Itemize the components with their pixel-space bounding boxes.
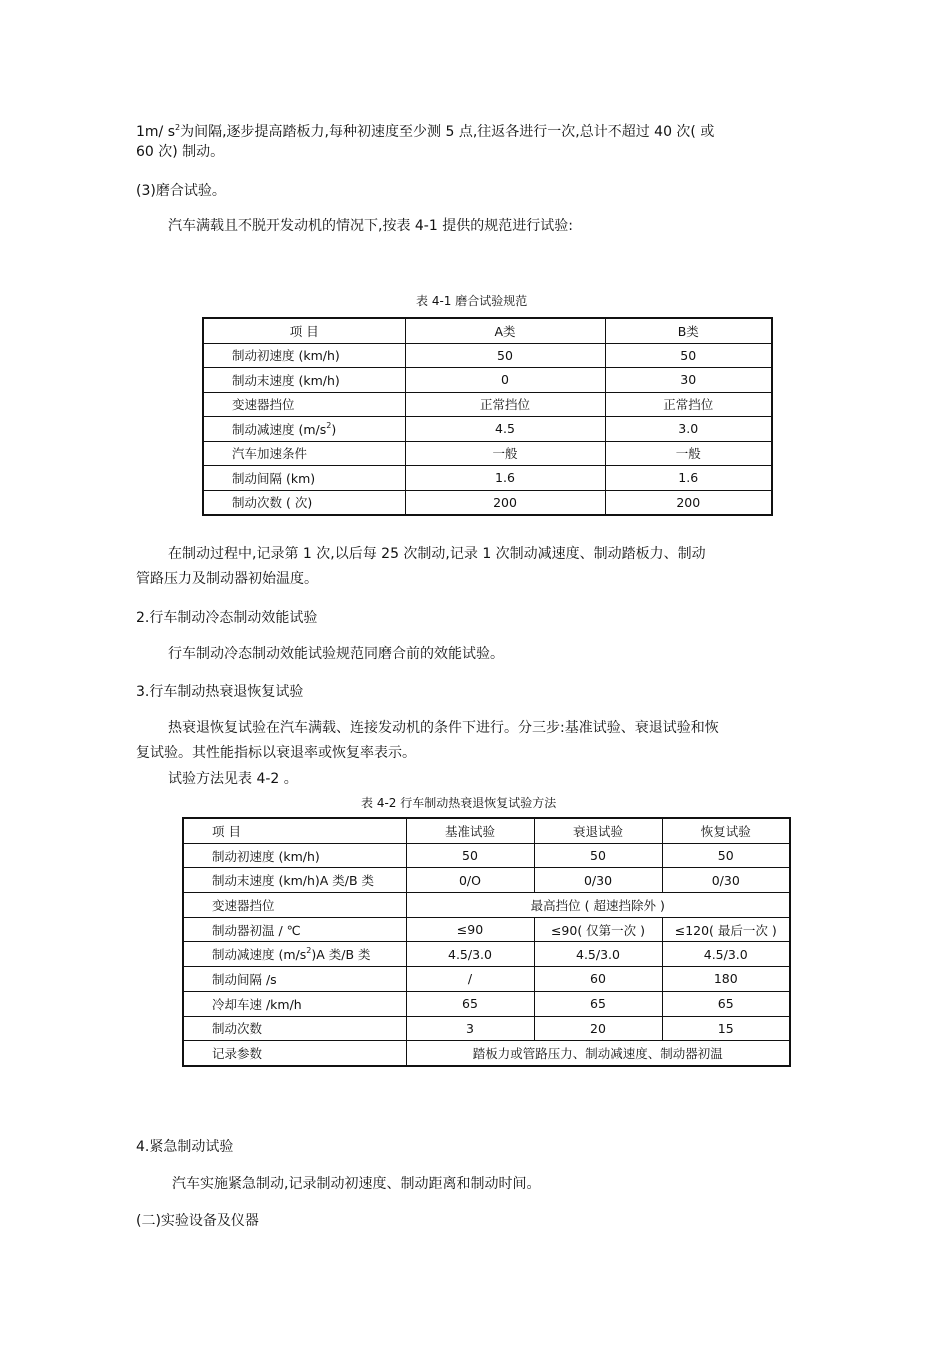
heading-4-emergency: 4.紧急制动试验 [136,1139,234,1155]
table1-cell-b: 一般 [605,441,772,466]
table1-cell-a: 正常挡位 [405,392,605,417]
table1-header-a: A类 [405,318,605,343]
table2-cell: 20 [534,1016,662,1041]
para5-line3: 试验方法见表 4-2 。 [168,771,298,787]
table2-cell: 50 [534,843,662,868]
table2-label: 制动间隔 /s [183,967,406,992]
table2-cell: 3 [406,1016,534,1041]
table2-cell: 65 [662,991,790,1016]
table2-label: 制动减速度 $(m/s^2)A$ 类/B 类 [183,942,406,967]
table2-label: 制动器初温 / ℃ [183,917,406,942]
heading-2-cold-test: 2.行车制动冷态制动效能试验 [136,610,318,626]
table2-merged-cell: 最高挡位 ( 超速挡除外 ) [406,893,790,918]
table2-cell: 50 [406,843,534,868]
table-row [183,1016,790,1041]
table2-merged-cell: 踏板力或管路压力、制动减速度、制动器初温 [406,1041,790,1066]
table2-cell: 4.5/3.0 [534,942,662,967]
table-row [203,466,772,491]
table1-cell-b: 1.6 [605,466,772,491]
table1-label: 制动末速度 (km/h) [203,368,405,393]
table2-header-fade: 衰退试验 [534,818,662,843]
table1-label: 制动间隔 (km) [203,466,405,491]
table2 [182,817,791,1067]
table1-cell-a: 0 [405,368,605,393]
para5-line2: 复试验。其性能指标以衰退率或恢复率表示。 [136,745,416,761]
table-row [203,441,772,466]
table-row [183,991,790,1016]
table2-cell: 65 [534,991,662,1016]
table1-header-item: 项 目 [203,318,405,343]
para3-line2: 管路压力及制动器初始温度。 [136,571,318,587]
para5-line1: 热衰退恢复试验在汽车满载、连接发动机的条件下进行。分三步:基准试验、衰退试验和恢 [168,720,719,736]
table-row [183,967,790,992]
table2-cell: ≤90( 仅第一次 ) [534,917,662,942]
table2-label: 记录参数 [183,1041,406,1066]
table2-cell: ≤120( 最后一次 ) [662,917,790,942]
table1-label: 制动初速度 (km/h) [203,343,405,368]
table-row [203,368,772,393]
table-row [203,343,772,368]
table-row [183,1041,790,1066]
table2-cell: 0/O [406,868,534,893]
table1-label: 制动次数 ( 次) [203,490,405,515]
table2-cell: 0/30 [662,868,790,893]
table2-cell: 4.5/3.0 [406,942,534,967]
heading-section-2: (二)实验设备及仪器 [136,1213,259,1229]
table-row [203,417,772,442]
table2-header-item: 项 目 [183,818,406,843]
table2-cell: 180 [662,967,790,992]
table1-cell-a: 4.5 [405,417,605,442]
table2-label: 制动次数 [183,1016,406,1041]
para2: 汽车满载且不脱开发动机的情况下,按表 4-1 提供的规范进行试验: [168,218,573,234]
table2-header-baseline: 基准试验 [406,818,534,843]
table-row [183,917,790,942]
table1-label: 汽车加速条件 [203,441,405,466]
para1-line2: 60 次) 制动。 [136,144,225,160]
table1 [202,317,773,516]
table2-label: 冷却车速 /km/h [183,991,406,1016]
table1-cell-a: 50 [405,343,605,368]
table1-label: 变速器挡位 [203,392,405,417]
table2-caption: 表 4-2 行车制动热衰退恢复试验方法 [361,796,557,810]
table-row [203,392,772,417]
table2-cell: / [406,967,534,992]
table2-cell: 65 [406,991,534,1016]
table-row [183,843,790,868]
para6: 汽车实施紧急制动,记录制动初速度、制动距离和制动时间。 [172,1176,541,1192]
table2-header-row [183,818,790,843]
table1-cell-b: 30 [605,368,772,393]
para3-line1: 在制动过程中,记录第 1 次,以后每 25 次制动,记录 1 次制动减速度、制动踏板力、制动 [168,546,706,562]
para4: 行车制动冷态制动效能试验规范同磨合前的效能试验。 [168,646,504,662]
table2-label: 制动初速度 (km/h) [183,843,406,868]
table2-cell: 50 [662,843,790,868]
table1-label: 制动减速度 $(m/s^2)$ [203,417,405,442]
table1-cell-a: 200 [405,490,605,515]
table1-cell-b: 200 [605,490,772,515]
table2-label: 制动末速度 (km/h)A 类/B 类 [183,868,406,893]
table1-cell-b: 3.0 [605,417,772,442]
table-row [183,868,790,893]
table1-cell-a: 1.6 [405,466,605,491]
table-row [183,893,790,918]
table1-cell-a: 一般 [405,441,605,466]
para1-line1: 1m/ $s^2$为间隔,逐步提高踏板力,每种初速度至少测 5 点,往返各进行一次,总计不超过 40 次( 或 [136,123,715,140]
heading-3-heat-fade: 3.行车制动热衰退恢复试验 [136,684,304,700]
table1-header-b: B类 [605,318,772,343]
table1-header-row [203,318,772,343]
heading-3-run-in: (3)磨合试验。 [136,183,226,199]
table2-header-recovery: 恢复试验 [662,818,790,843]
table1-cell-b: 50 [605,343,772,368]
table2-label: 变速器挡位 [183,893,406,918]
table1-caption: 表 4-1 磨合试验规范 [416,294,528,308]
table1-cell-b: 正常挡位 [605,392,772,417]
table2-cell: 0/30 [534,868,662,893]
table-row [183,942,790,967]
table2-cell: ≤90 [406,917,534,942]
table2-cell: 15 [662,1016,790,1041]
table2-cell: 60 [534,967,662,992]
table2-cell: 4.5/3.0 [662,942,790,967]
table-row [203,490,772,515]
